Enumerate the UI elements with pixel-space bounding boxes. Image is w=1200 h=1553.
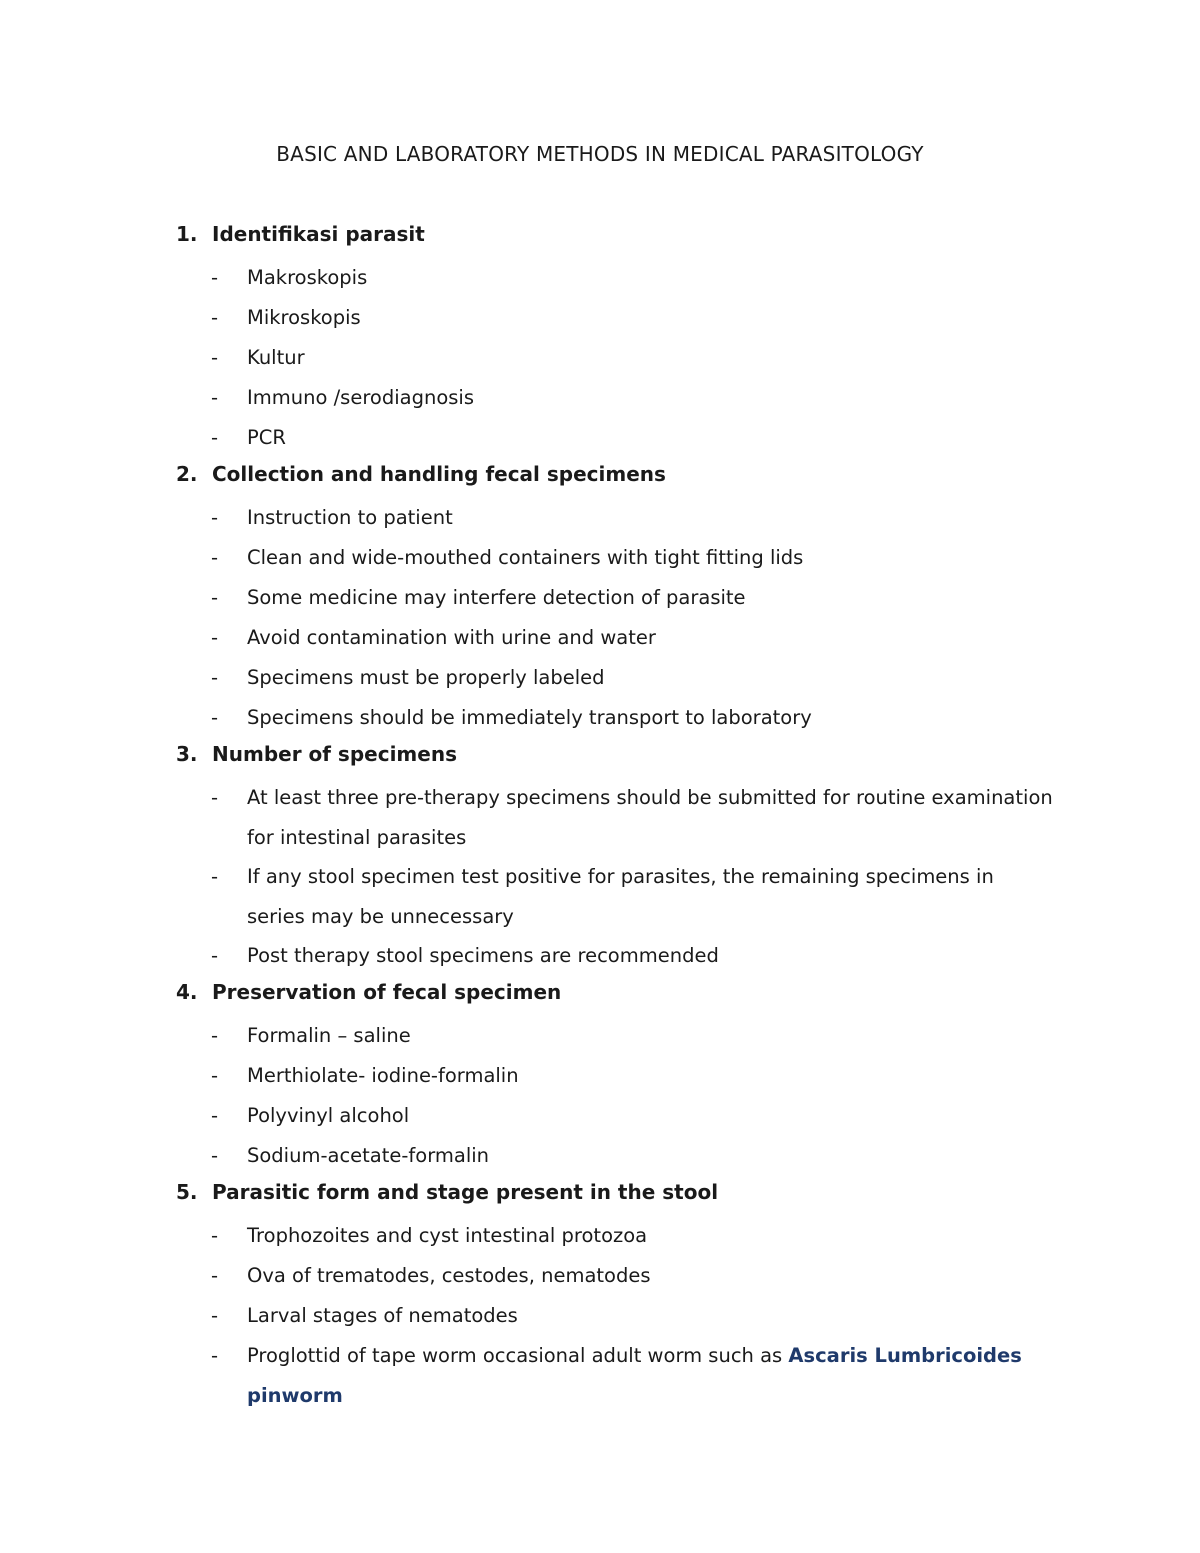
list-item-text: Formalin – saline — [247, 1024, 411, 1047]
bullet-list — [176, 778, 1076, 976]
list-item-text: Post therapy stool specimens are recommended — [247, 944, 719, 967]
dash-bullet: - — [211, 266, 219, 289]
list-item-text: At least three pre-therapy specimens should be submitted for routine examination for intestinal parasites — [247, 786, 1053, 849]
list-item — [176, 1016, 1076, 1056]
document-body — [176, 218, 1076, 1415]
section-parasitic-form-stage — [176, 1176, 1076, 1415]
list-item-text: If any stool specimen test positive for parasites, the remaining specimens in series may be unnecessary — [247, 865, 994, 928]
dash-bullet: - — [211, 1224, 219, 1247]
page-title: BASIC AND LABORATORY METHODS IN MEDICAL PARASITOLOGY — [276, 142, 924, 166]
list-item — [176, 778, 1057, 857]
dash-bullet: - — [211, 1144, 219, 1167]
section-number: 2. — [176, 462, 198, 486]
dash-bullet: - — [211, 586, 219, 609]
list-item — [176, 418, 1076, 458]
section-identifikasi-parasit — [176, 218, 1076, 458]
dash-bullet: - — [211, 1344, 219, 1367]
section-heading — [176, 976, 1076, 1016]
dash-bullet: - — [211, 546, 219, 569]
bullet-list — [176, 1216, 1076, 1415]
bullet-list — [176, 498, 1076, 738]
dash-bullet: - — [211, 1104, 219, 1127]
list-item-text: Specimens should be immediately transport to laboratory — [247, 706, 812, 729]
section-preservation — [176, 976, 1076, 1176]
list-item — [176, 258, 1076, 298]
list-item-text: Some medicine may interfere detection of parasite — [247, 586, 746, 609]
list-item — [176, 1056, 1076, 1096]
section-collection-handling — [176, 458, 1076, 738]
list-item-text: Kultur — [247, 346, 305, 369]
section-title: Collection and handling fecal specimens — [212, 462, 666, 486]
list-item-text: Trophozoites and cyst intestinal protozoa — [247, 1224, 648, 1247]
list-item-text: Immuno /serodiagnosis — [247, 386, 474, 409]
section-number-of-specimens — [176, 738, 1076, 976]
dash-bullet: - — [211, 1064, 219, 1087]
list-item-text: Mikroskopis — [247, 306, 361, 329]
dash-bullet: - — [211, 666, 219, 689]
list-item — [176, 658, 1076, 698]
section-number: 4. — [176, 980, 198, 1004]
section-title: Parasitic form and stage present in the stool — [212, 1180, 719, 1204]
list-item-text: Specimens must be properly labeled — [247, 666, 605, 689]
dash-bullet: - — [211, 506, 219, 529]
dash-bullet: - — [211, 346, 219, 369]
section-heading — [176, 458, 1076, 498]
list-item-text: Merthiolate- iodine-formalin — [247, 1064, 519, 1087]
list-item — [176, 1096, 1076, 1136]
list-item — [176, 1296, 1076, 1336]
dash-bullet: - — [211, 626, 219, 649]
list-item-text: Clean and wide-mouthed containers with tight fitting lids — [247, 546, 804, 569]
dash-bullet: - — [211, 706, 219, 729]
list-item-text: Larval stages of nematodes — [247, 1304, 518, 1327]
list-item — [176, 698, 1076, 738]
section-title: Number of specimens — [212, 742, 457, 766]
dash-bullet: - — [211, 865, 219, 888]
dash-bullet: - — [211, 1024, 219, 1047]
bullet-list — [176, 258, 1076, 458]
dash-bullet: - — [211, 944, 219, 967]
bullet-list — [176, 1016, 1076, 1176]
list-item — [176, 338, 1076, 378]
dash-bullet: - — [211, 1264, 219, 1287]
dash-bullet: - — [211, 1304, 219, 1327]
dash-bullet: - — [211, 386, 219, 409]
section-heading — [176, 1176, 1076, 1216]
dash-bullet: - — [211, 426, 219, 449]
section-number: 3. — [176, 742, 198, 766]
section-heading — [176, 218, 1076, 258]
dash-bullet: - — [211, 306, 219, 329]
list-item-text: PCR — [247, 426, 286, 449]
list-item — [176, 1336, 1057, 1415]
list-item-text: Polyvinyl alcohol — [247, 1104, 410, 1127]
section-title: Preservation of fecal specimen — [212, 980, 562, 1004]
list-item — [176, 578, 1076, 618]
section-heading — [176, 738, 1076, 778]
list-item-text: Sodium-acetate-formalin — [247, 1144, 490, 1167]
section-title: Identifikasi parasit — [212, 222, 425, 246]
list-item — [176, 1256, 1076, 1296]
list-item-text: Proglottid of tape worm occasional adult worm such as — [247, 1344, 789, 1367]
list-item — [176, 936, 1076, 976]
list-item-text: Ova of trematodes, cestodes, nematodes — [247, 1264, 651, 1287]
list-item — [176, 378, 1076, 418]
list-item — [176, 618, 1076, 658]
section-number: 5. — [176, 1180, 198, 1204]
list-item — [176, 857, 1057, 936]
list-item — [176, 1216, 1076, 1256]
list-item — [176, 1136, 1076, 1176]
list-item — [176, 538, 1076, 578]
list-item-text: Makroskopis — [247, 266, 368, 289]
highlighted-term: Ascaris Lumbricoides pinworm — [247, 1344, 1022, 1407]
list-item — [176, 298, 1076, 338]
list-item — [176, 498, 1076, 538]
list-item-text: Instruction to patient — [247, 506, 453, 529]
list-item-text: Avoid contamination with urine and water — [247, 626, 656, 649]
dash-bullet: - — [211, 786, 219, 809]
section-number: 1. — [176, 222, 198, 246]
